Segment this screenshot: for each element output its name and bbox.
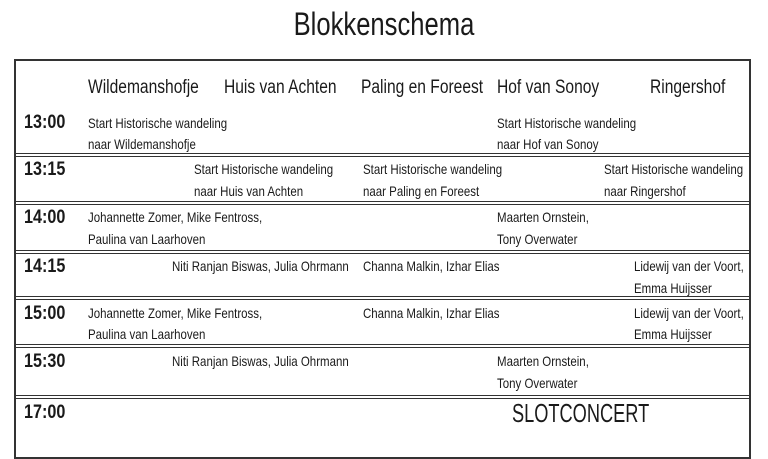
title-text: Blokkenschema xyxy=(293,6,475,42)
time-label: 14:15 xyxy=(24,256,66,277)
time-label: 17:00 xyxy=(24,402,66,423)
cell-text: Start Historische wandeling xyxy=(497,115,637,131)
row-divider xyxy=(14,201,751,205)
cell-text: naar Wildemanshofje xyxy=(88,136,196,152)
column-header: Ringershof xyxy=(650,77,726,98)
cell-text: Maarten Ornstein, xyxy=(497,353,589,369)
cell-text: Maarten Ornstein, xyxy=(497,209,589,225)
row-divider xyxy=(14,296,751,300)
cell-text: Start Historische wandeling xyxy=(604,161,744,177)
cell-text: Niti Ranjan Biswas, Julia Ohrmann xyxy=(172,258,349,274)
time-label: 13:15 xyxy=(24,159,66,180)
time-label: 15:00 xyxy=(24,303,66,324)
cell-text: Lidewij van der Voort, xyxy=(634,305,744,321)
time-label: 15:30 xyxy=(24,351,66,372)
column-header: Wildemanshofje xyxy=(88,77,199,98)
cell-text: Johannette Zomer, Mike Fentross, xyxy=(88,305,263,321)
time-label: 14:00 xyxy=(24,207,66,228)
column-header: Huis van Achten xyxy=(224,77,337,98)
cell-text: Tony Overwater xyxy=(497,375,578,391)
column-header: Hof van Sonoy xyxy=(497,77,600,98)
column-header: Paling en Foreest xyxy=(361,77,484,98)
cell-text: Emma Huijsser xyxy=(634,326,712,342)
row-divider xyxy=(14,250,751,254)
page-title xyxy=(0,8,768,40)
time-label: 13:00 xyxy=(24,112,66,133)
cell-text: Start Historische wandeling xyxy=(363,161,503,177)
cell-text: naar Hof van Sonoy xyxy=(497,136,599,152)
cell-text: naar Huis van Achten xyxy=(194,183,304,199)
cell-text: Channa Malkin, Izhar Elias xyxy=(363,258,500,274)
cell-text: Paulina van Laarhoven xyxy=(88,231,206,247)
cell-text: Channa Malkin, Izhar Elias xyxy=(363,305,500,321)
cell-text: naar Paling en Foreest xyxy=(363,183,480,199)
row-divider xyxy=(14,153,751,157)
cell-text: Johannette Zomer, Mike Fentross, xyxy=(88,209,263,225)
cell-text: Start Historische wandeling xyxy=(194,161,334,177)
cell-text: Niti Ranjan Biswas, Julia Ohrmann xyxy=(172,353,349,369)
cell-text: Emma Huijsser xyxy=(634,280,712,296)
slotconcert-label: SLOTCONCERT xyxy=(512,398,650,428)
cell-text: naar Ringershof xyxy=(604,183,686,199)
cell-text: Paulina van Laarhoven xyxy=(88,326,206,342)
cell-text: Lidewij van der Voort, xyxy=(634,258,744,274)
cell-text: Start Historische wandeling xyxy=(88,115,228,131)
cell-text: Tony Overwater xyxy=(497,231,578,247)
row-divider xyxy=(14,344,751,348)
